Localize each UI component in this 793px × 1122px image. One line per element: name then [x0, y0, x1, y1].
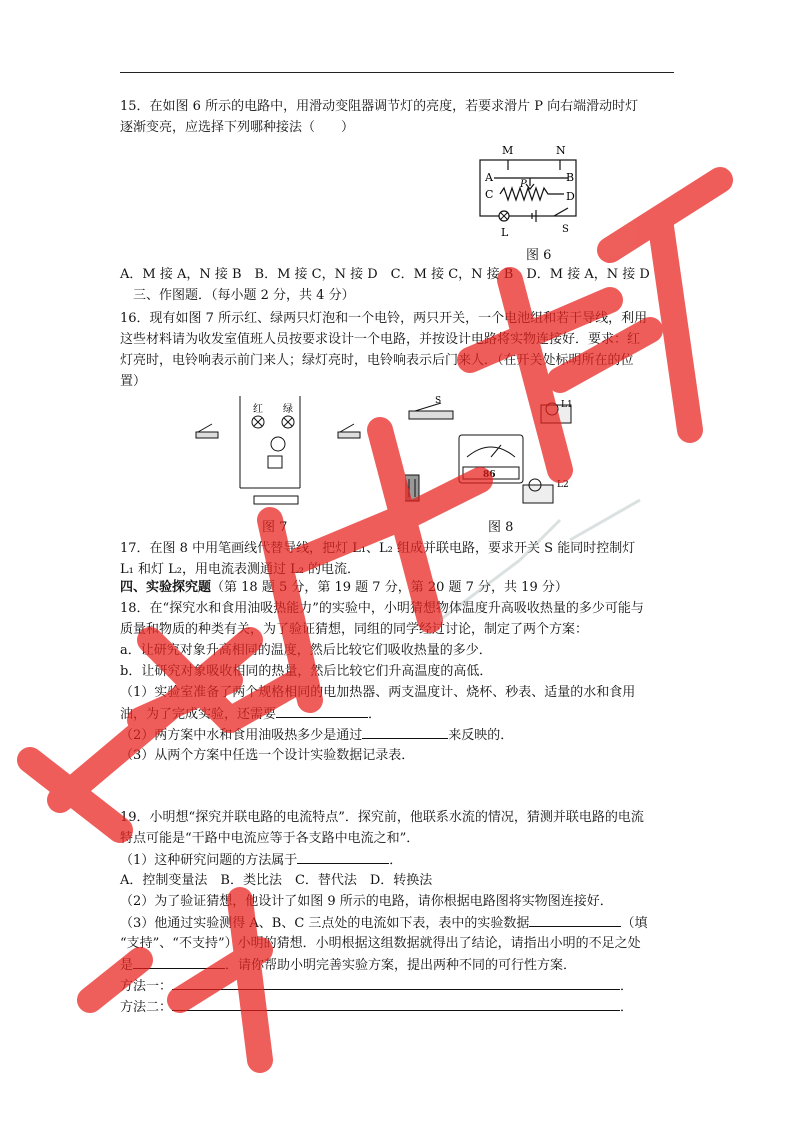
fig8-label-S: S — [435, 396, 442, 406]
q19-line8-text: 是 — [120, 958, 134, 973]
q18-line6-end: ． — [368, 707, 382, 722]
header-rule — [120, 72, 674, 73]
q18-line6 — [120, 703, 680, 725]
q19-method1-label: 方法一： — [120, 979, 173, 994]
q18-line6-text: 油，为了完成实验，还需要 — [120, 707, 277, 722]
q17-line2: L₁ 和灯 L₂，用电流表测通过 L₂ 的电流． — [120, 562, 361, 577]
q19-options: A．控制变量法 B．类比法 C．替代法 D．转换法 — [120, 873, 433, 888]
section3-title: 三、作图题．（每小题 2 分，共 4 分） — [120, 288, 355, 303]
q18-line8: （3）从两个方案中任选一个设计实验数据记录表． — [120, 748, 415, 763]
fig6-label-C: C — [485, 188, 494, 201]
fig7-caption: 图 7 — [262, 520, 288, 535]
q16-line4: 置） — [120, 374, 147, 389]
figure-6-circuit — [474, 142, 584, 240]
q19-line5: （2）为了验证猜想，他设计了如图 9 所示的电路，请你根据电路图将实物图连接好． — [120, 894, 613, 909]
q19-line3-text: （1）这种研究问题的方法属于 — [120, 853, 298, 868]
q19-method1-end: ． — [620, 979, 634, 994]
q15-options: A．M 接 A，N 接 B B．M 接 C，N 接 D C．M 接 C，N 接 B D．M 接 A，N 接 D — [120, 267, 650, 282]
q19-method2-blank[interactable] — [172, 996, 620, 1011]
q19-line3 — [120, 849, 680, 871]
fig6-label-A: A — [485, 171, 493, 184]
q16-line3: 灯亮时，电铃响表示前门来人；绿灯亮时，电铃响表示后门来人．（在开关处标明所在的位 — [120, 353, 634, 368]
fig7-label-green: 绿 — [283, 404, 293, 415]
q19-line6-text: （3）他通过实验测得 A、B、C 三点处的电流如下表，表中的实验数据 — [120, 916, 530, 931]
q19-line6-end: （填 — [621, 916, 648, 931]
q19-method2 — [120, 996, 680, 1018]
q19-line6 — [120, 912, 680, 934]
fig8-label-L2: L2 — [557, 480, 569, 490]
q19-line2: 特点可能是“干路中电流应等于各支路中电流之和”． — [120, 831, 420, 846]
q16-line1: 16．现有如图 7 所示红、绿两只灯泡和一个电铃，两只开关，一个电池组和若干导线，利用 — [120, 311, 648, 326]
q19-method2-label: 方法二： — [120, 1000, 173, 1015]
fig6-label-L: L — [501, 226, 509, 239]
q16-line2: 这些材料请为收发室值班人员按要求设计一个电路，并按设计电路将实物连接好．要求：红 — [120, 332, 641, 347]
q19-line8 — [120, 954, 680, 976]
fig6-label-N: N — [556, 144, 566, 157]
q19-blank-1[interactable] — [297, 849, 389, 864]
figure-7-components — [188, 392, 368, 512]
q19-line8-end: ．请你帮助小明完善实验方案，提出两种不同的可行性方案． — [225, 958, 577, 973]
q19-line3-end: ． — [389, 853, 403, 868]
q19-line1: 19．小明想“探究并联电路的电流特点”．探究前，他联系水流的情况，猜测并联电路的电流 — [120, 810, 644, 825]
section4-heading — [120, 577, 680, 598]
fig6-caption: 图 6 — [526, 248, 552, 263]
q18-line3: a．让研究对象升高相同的温度，然后比较它们吸收热量的多少． — [120, 643, 492, 658]
figure-8-components — [405, 395, 585, 513]
fig8-caption: 图 8 — [488, 520, 514, 535]
fig6-label-D: D — [566, 190, 575, 203]
q18-blank-1[interactable] — [276, 703, 368, 718]
q18-blank-2[interactable] — [362, 724, 448, 739]
q15-line1: 15．在如图 6 所示的电路中，用滑动变阻器调节灯的亮度，若要求滑片 P 向右端滑动时灯 — [120, 99, 639, 114]
q18-line5: （1）实验室准备了两个规格相同的电加热器、两支温度计、烧杯、秒表、适量的水和食用 — [120, 685, 636, 700]
q19-blank-3[interactable] — [133, 954, 225, 969]
fig6-label-B: B — [566, 171, 575, 184]
q17-line1: 17．在图 8 中用笔画线代替导线，把灯 L₁、L₂ 组成并联电路，要求开关 S 能同时控制灯 — [120, 541, 636, 556]
fig6-label-P: P — [520, 179, 527, 190]
fig6-label-M: M — [502, 144, 514, 157]
fig8-label-L1: L1 — [561, 400, 573, 410]
q19-blank-2[interactable] — [529, 912, 621, 927]
q19-method2-end: ． — [620, 1000, 634, 1015]
q18-line7 — [120, 724, 680, 746]
q18-line7-end: 来反映的． — [448, 728, 514, 743]
section4-title: 四、实验探究题 — [120, 580, 212, 595]
q18-line1: 18．在“探究水和食用油吸热能力”的实验中，小明猜想物体温度升高吸收热量的多少可能与 — [120, 601, 644, 616]
fig8-meter-label: 86 — [483, 470, 496, 480]
fig7-label-red: 红 — [253, 404, 263, 415]
q18-line7-text: （2）两方案中水和食用油吸热多少是通过 — [120, 728, 363, 743]
watermark-text: 精品资源 — [300, 980, 304, 981]
q18-line4: b．让研究对象吸收相同的热量，然后比较它们升高温度的高低． — [120, 664, 493, 679]
section4-detail: （第 18 题 5 分，第 19 题 7 分，第 20 题 7 分，共 19 分） — [211, 580, 568, 595]
q18-line2: 质量和物质的种类有关，为了验证猜想，同组的同学经过讨论，制定了两个方案： — [120, 622, 589, 637]
q15-line2: 逐渐变亮，应选择下列哪种接法（ ） — [120, 120, 355, 135]
q19-line7: “支持”、“不支持”）小明的猜想．小明根据这组数据就得出了结论，请指出小明的不足之处 — [120, 936, 641, 951]
fig6-label-S: S — [562, 224, 569, 235]
q19-method1-blank[interactable] — [172, 975, 620, 990]
q19-method1 — [120, 975, 680, 997]
